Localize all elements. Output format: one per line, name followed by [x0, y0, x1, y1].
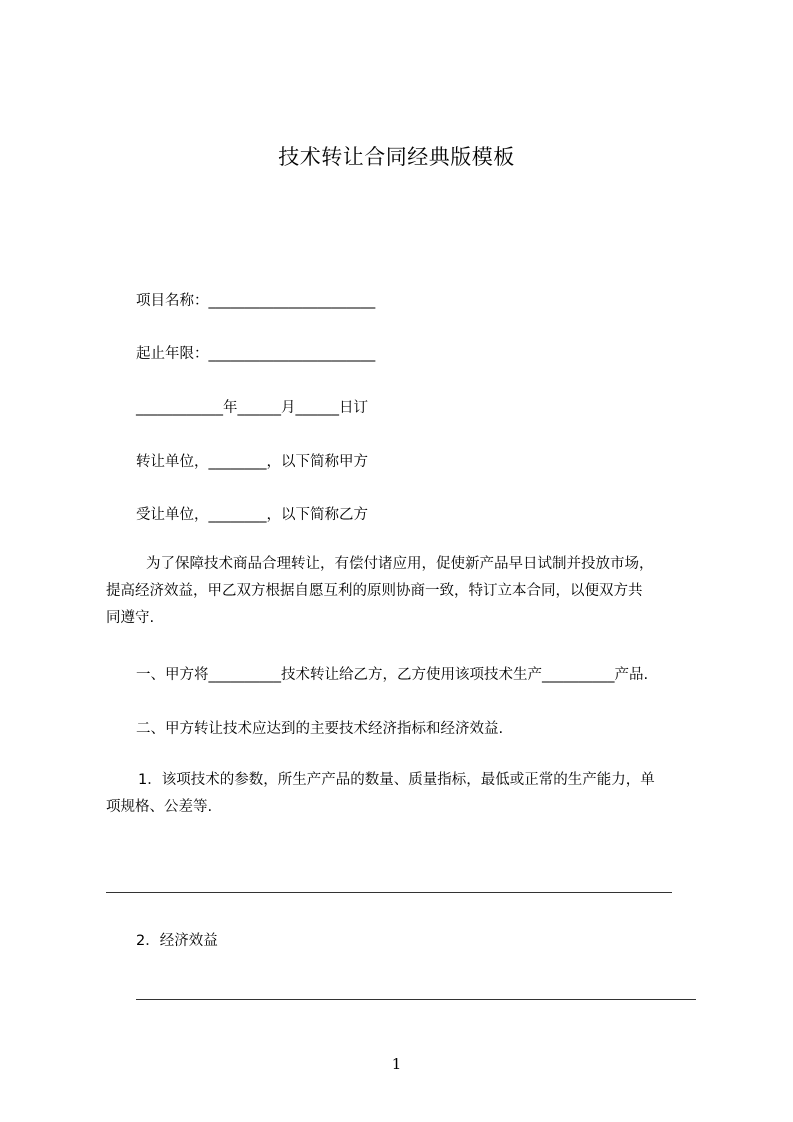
page-title: 技术转让合同经典版模板 [278, 145, 515, 169]
preamble-line-1: 为了保障技术商品合理转让，有偿付诸应用，促使新产品早日试制并投放市场， [146, 556, 654, 572]
date-signed-field: ____________年______月______日订 [136, 400, 368, 416]
page-number: 1 [391, 1055, 402, 1073]
fill-in-line-1 [106, 892, 672, 893]
project-name-field: 项目名称：_______________________ [136, 293, 376, 309]
item-1-line-2: 项规格、公差等. [106, 799, 213, 815]
clause-2: 二、甲方转让技术应达到的主要技术经济指标和经济效益. [136, 721, 504, 737]
clause-1: 一、甲方将__________技术转让给乙方，乙方使用该项技术生产__________产品. [136, 667, 649, 683]
period-field: 起止年限：_______________________ [136, 346, 376, 362]
item-1-paragraph [106, 767, 746, 821]
transferor-field: 转让单位，________，以下简称甲方 [136, 454, 368, 470]
preamble-line-2: 提高经济效益，甲乙双方根据自愿互利的原则协商一致，特订立本合同，以便双方共 [106, 583, 643, 599]
item-1-line-1: 1．该项技术的参数，所生产产品的数量、质量指标，最低或正常的生产能力，单 [138, 772, 655, 788]
item-2: 2．经济效益 [136, 933, 218, 949]
preamble-line-3: 同遵守. [106, 610, 155, 626]
fill-in-line-2 [136, 999, 696, 1000]
preamble-paragraph [106, 551, 726, 632]
transferee-field: 受让单位，________，以下简称乙方 [136, 507, 368, 523]
